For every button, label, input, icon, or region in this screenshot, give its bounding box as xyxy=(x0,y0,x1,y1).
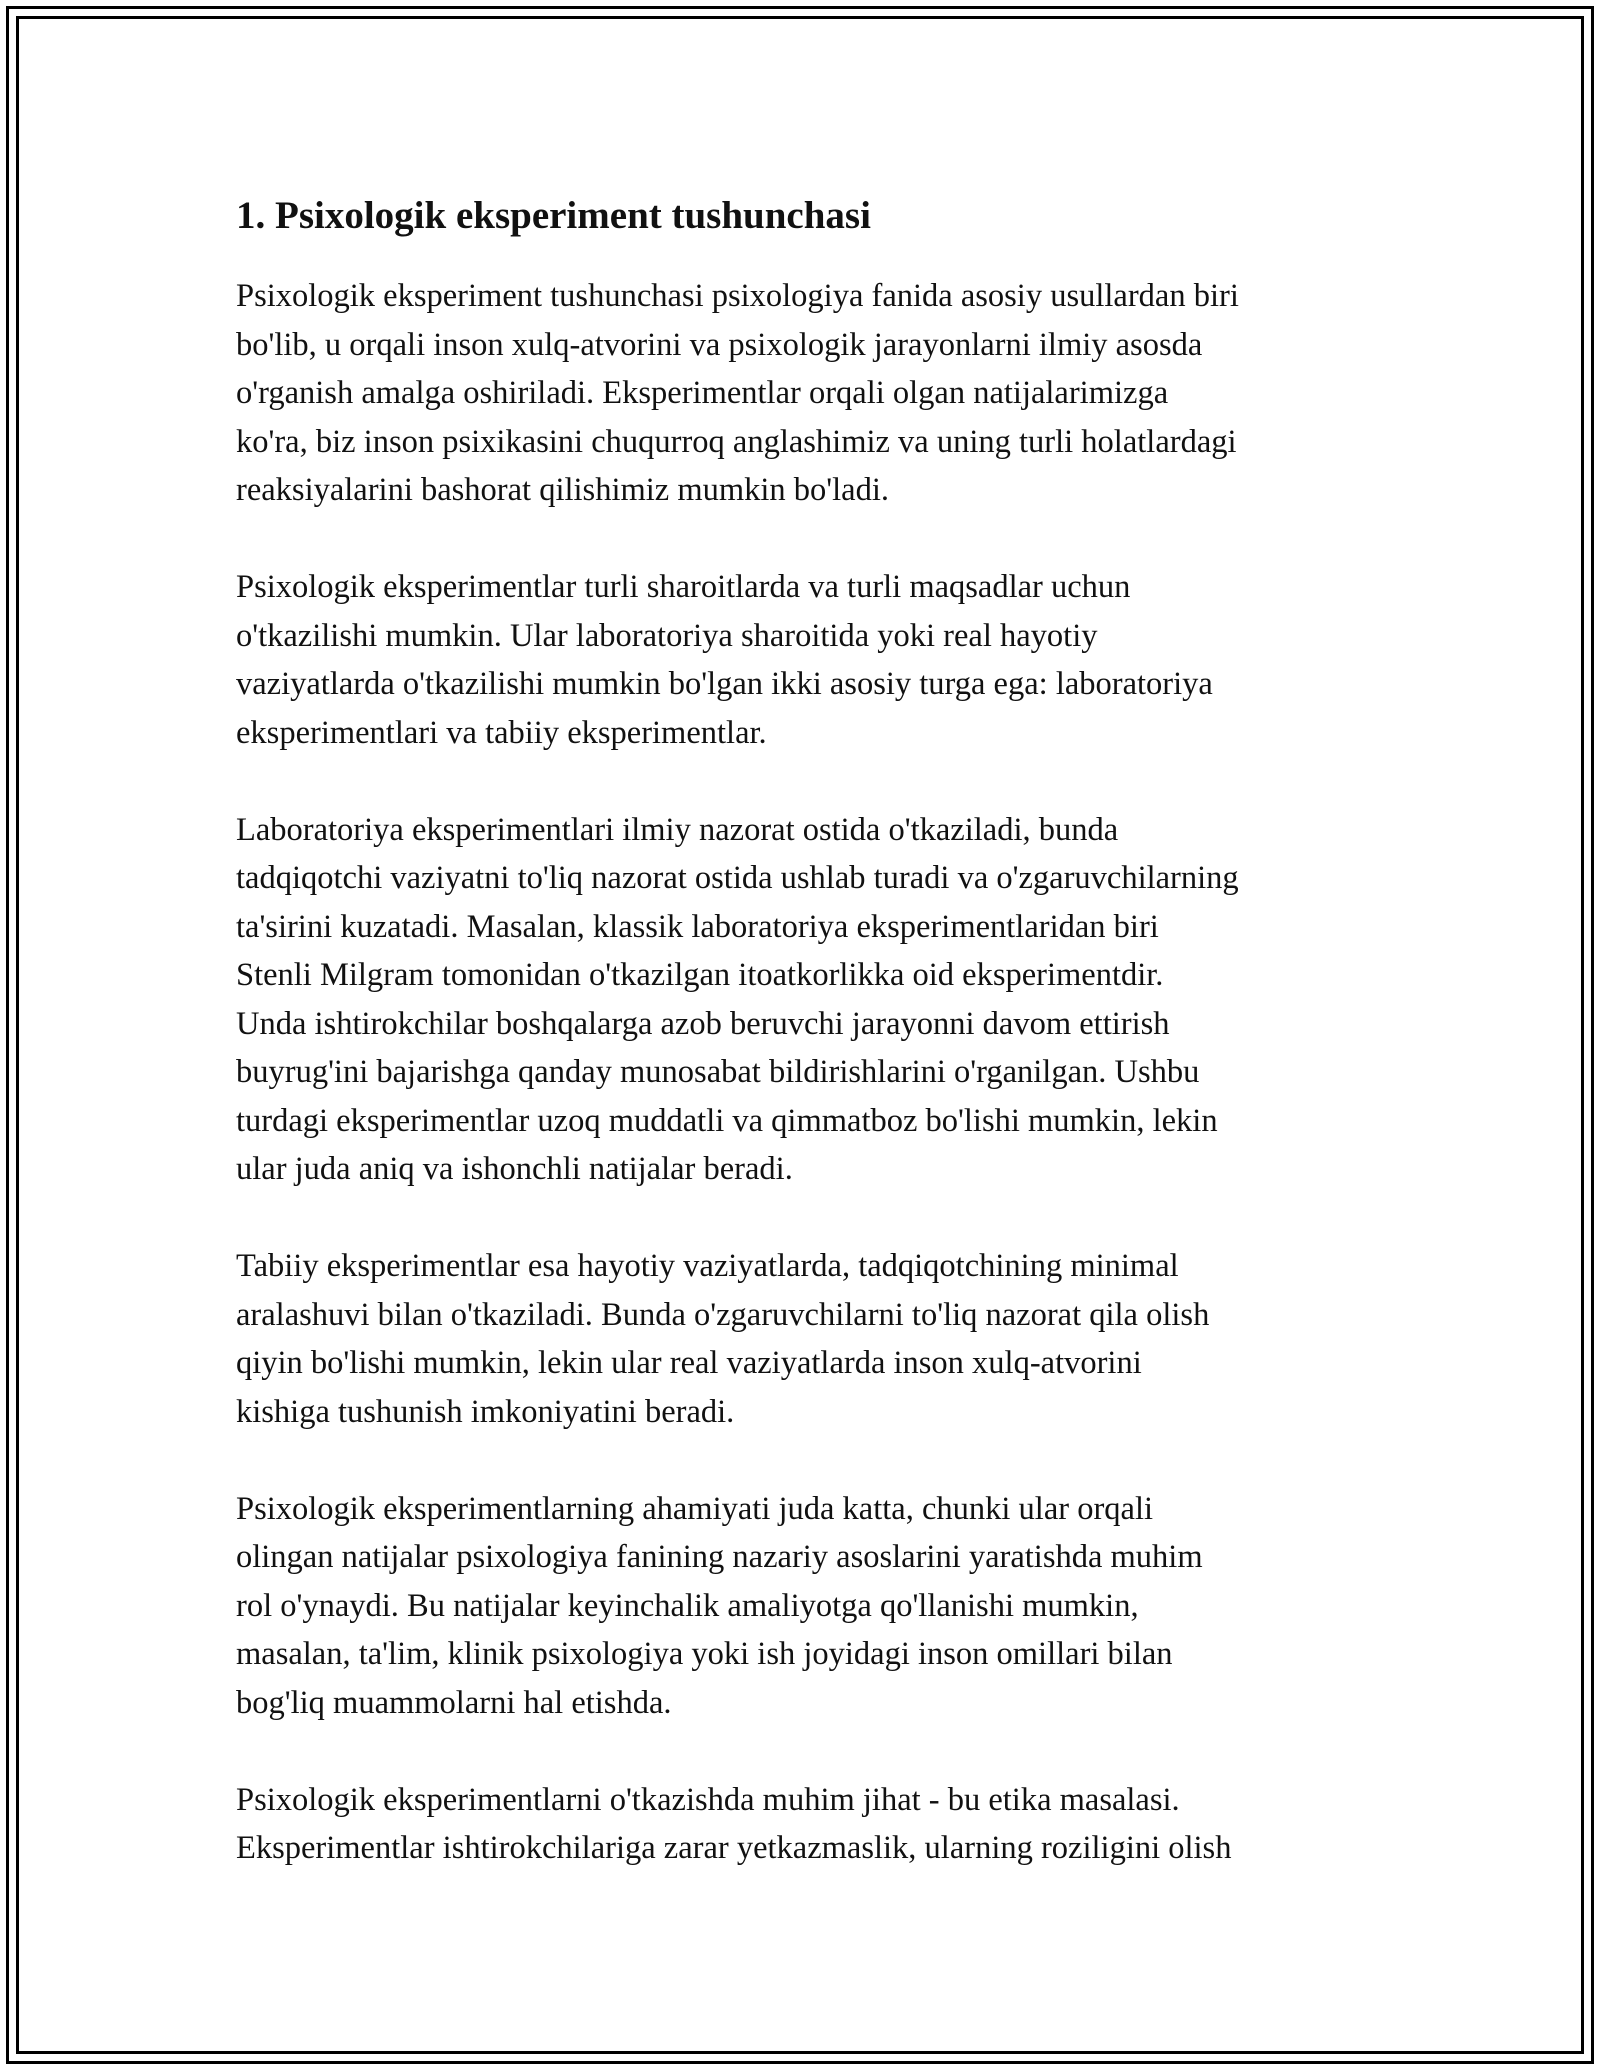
text-line: Eksperimentlar ishtirokchilariga zarar yetkazmaslik, ularning roziligini olish xyxy=(236,1830,1232,1866)
paragraph-3 xyxy=(236,806,1396,1194)
text-line: Psixologik eksperiment tushunchasi psixologiya fanida asosiy usullardan biri xyxy=(236,278,1239,314)
text-line: Stenli Milgram tomonidan o'tkazilgan itoatkorlikka oid eksperimentdir. xyxy=(236,957,1164,993)
text-line: aralashuvi bilan o'tkaziladi. Bunda o'zgaruvchilarni to'liq nazorat qila olish xyxy=(236,1296,1210,1333)
text-line: Laboratoriya eksperimentlari ilmiy nazorat ostida o'tkaziladi, bunda xyxy=(236,811,1119,848)
text-line: qiyin bo'lishi mumkin, lekin ular real vaziyatlarda inson xulq-atvorini xyxy=(236,1345,1142,1381)
paragraph-6 xyxy=(236,1776,1396,1873)
text-line: kishiga tushunish imkoniyatini beradi. xyxy=(236,1393,735,1430)
text-line: eksperimentlari va tabiiy eksperimentlar. xyxy=(236,714,767,751)
text-line: ta'sirini kuzatadi. Masalan, klassik laboratoriya eksperimentlaridan biri xyxy=(236,908,1159,945)
text-line: Unda ishtirokchilar boshqalarga azob beruvchi jarayonni davom ettirish xyxy=(236,1005,1170,1042)
text-line: o'rganish amalga oshiriladi. Eksperimentlar orqali olgan natijalarimizga xyxy=(236,375,1169,411)
text-line: olingan natijalar psixologiya fanining nazariy asoslarini yaratishda muhim xyxy=(236,1539,1203,1575)
paragraph-5 xyxy=(236,1485,1396,1728)
text-line: turdagi eksperimentlar uzoq muddatli va qimmatboz bo'lishi mumkin, lekin xyxy=(236,1102,1218,1139)
text-line: reaksiyalarini bashorat qilishimiz mumkin bo'ladi. xyxy=(236,472,890,508)
paragraph-2 xyxy=(236,563,1396,757)
text-line: bo'lib, u orqali inson xulq-atvorini va psixologik jarayonlarni ilmiy asosda xyxy=(236,326,1203,363)
text-line: buyrug'ini bajarishga qanday munosabat bildirishlarini o'rganilgan. Ushbu xyxy=(236,1054,1200,1090)
text-line: ular juda aniq va ishonchli natijalar beradi. xyxy=(236,1151,793,1187)
text-line: rol o'ynaydi. Bu natijalar keyinchalik amaliyotga qo'llanishi mumkin, xyxy=(236,1587,1139,1624)
text-line: o'tkazilishi mumkin. Ular laboratoriya sharoitida yoki real hayotiy xyxy=(236,617,1098,654)
text-line: Psixologik eksperimentlarning ahamiyati juda katta, chunki ular orqali xyxy=(236,1490,1153,1527)
paragraph-4 xyxy=(236,1242,1396,1436)
text-line: bog'liq muammolarni hal etishda. xyxy=(236,1684,672,1721)
text-line: Psixologik eksperimentlarni o'tkazishda muhim jihat - bu etika masalasi. xyxy=(236,1781,1180,1818)
text-line: ko'ra, biz inson psixikasini chuqurroq anglashimiz va uning turli holatlardagi xyxy=(236,423,1237,460)
text-line: Psixologik eksperimentlar turli sharoitlarda va turli maqsadlar uchun xyxy=(236,569,1131,605)
text-line: vaziyatlarda o'tkazilishi mumkin bo'lgan ikki asosiy turga ega: laboratoriya xyxy=(236,666,1213,702)
text-line: Tabiiy eksperimentlar esa hayotiy vaziyatlarda, tadqiqotchining minimal xyxy=(236,1248,1179,1284)
document-body xyxy=(236,186,1396,1921)
section-heading: 1. Psixologik eksperiment tushunchasi xyxy=(236,194,871,237)
paragraph-1 xyxy=(236,272,1396,515)
text-line: masalan, ta'lim, klinik psixologiya yoki ish joyidagi inson omillari bilan xyxy=(236,1636,1173,1672)
text-line: tadqiqotchi vaziyatni to'liq nazorat ostida ushlab turadi va o'zgaruvchilarning xyxy=(236,860,1239,896)
